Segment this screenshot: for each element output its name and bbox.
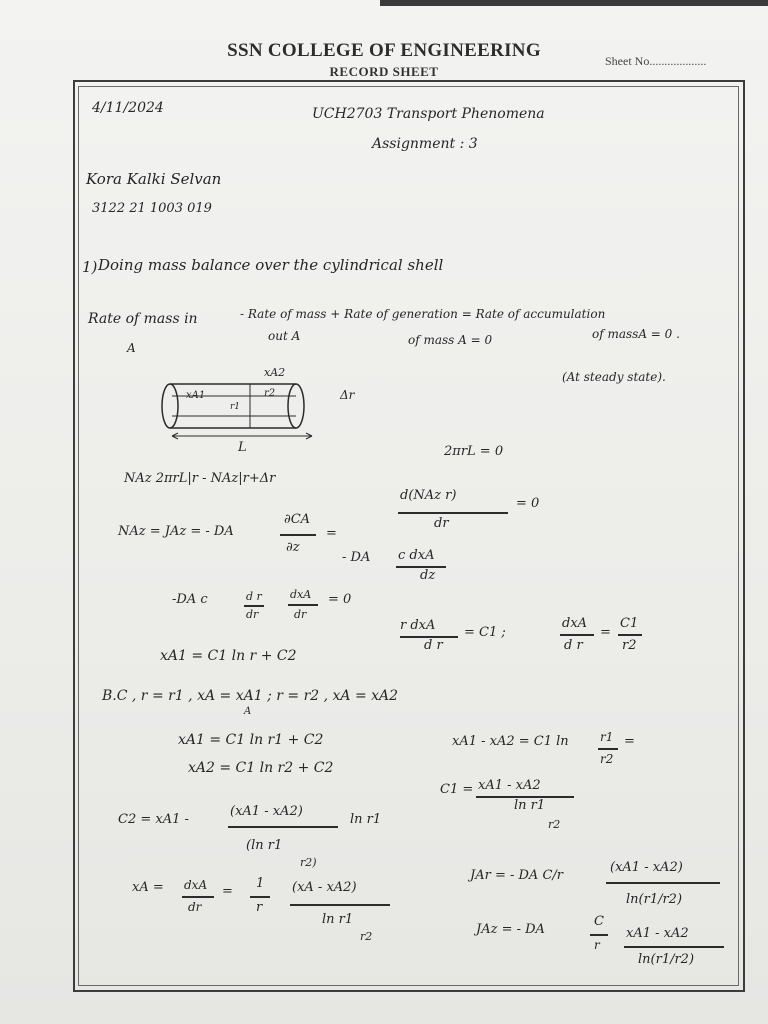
naz-dz2: dz: [420, 568, 436, 583]
naz-rhs: - DA: [342, 550, 371, 565]
register-number: 3122 21 1003 019: [92, 201, 212, 216]
difference-num: r1: [600, 730, 614, 744]
course-title: UCH2703 Transport Phenomena: [312, 106, 545, 122]
dxa-num: dxA: [562, 616, 588, 631]
d2-dr: dr: [294, 608, 307, 621]
xa-r: r: [256, 900, 263, 915]
rate-in: Rate of mass in: [88, 311, 198, 327]
c2-den-sub: r2): [300, 856, 317, 869]
d2-fraction-bar-1: [244, 605, 264, 607]
boundary-subscript: A: [244, 706, 252, 717]
rdx-den: d r: [424, 638, 443, 653]
bc-eq-a: xA1 = C1 ln r1 + C2: [178, 732, 324, 748]
naz-eq2: =: [326, 526, 337, 541]
jar-lhs: JAr = - DA C/r: [470, 868, 563, 883]
d2-lhs: -DA c: [172, 592, 208, 607]
rate-out-subscript: out A: [268, 329, 301, 343]
dxa-den: d r: [564, 638, 583, 653]
difference-fraction-bar: [598, 748, 618, 750]
naz-fraction-bar: [280, 534, 316, 536]
c1r-fraction-bar: [618, 634, 642, 636]
fig-r1-label: r1: [230, 402, 241, 412]
c2-rhs: ln r1: [350, 812, 382, 827]
rate-in-subscript: A: [127, 341, 136, 355]
jaz-den: ln(r1/r2): [638, 952, 695, 967]
xa-den: ln r1: [322, 912, 354, 927]
cylinder-right-end: [288, 384, 304, 428]
question-number: 1): [82, 258, 98, 276]
boundary-conditions: B.C , r = r1 , xA = xA1 ; r = r2 , xA = xA2: [102, 688, 399, 704]
xa-dxa: dxA: [184, 878, 208, 892]
jaz-fraction-bar-1: [590, 934, 608, 936]
xa1-solution: xA1 = C1 ln r + C2: [160, 648, 297, 664]
xa-one: 1: [256, 876, 265, 891]
c1-lhs: C1 =: [440, 782, 474, 797]
sheet-number-field: Sheet No...................: [605, 54, 707, 68]
difference-den: r2: [600, 752, 614, 766]
dxa-eq: =: [600, 625, 611, 640]
difference-eq: xA1 - xA2 = C1 ln: [452, 734, 569, 749]
d2-dxa: dxA: [290, 588, 312, 601]
area-eq: 2πrL = 0: [444, 444, 504, 459]
fig-delta-r: Δr: [340, 388, 355, 402]
c2-num: (xA1 - xA2): [230, 804, 303, 819]
derivative-num: d(NAz r): [400, 488, 457, 503]
scan-edge: [380, 0, 768, 6]
derivative-den: dr: [434, 516, 449, 531]
balance-eq: NAz 2πrL|r - NAz|r+Δr: [124, 471, 276, 486]
jaz-r: r: [594, 938, 600, 952]
xa-den-sub: r2: [360, 930, 373, 943]
c2-lhs: C2 = xA1 -: [118, 812, 189, 827]
d2-dr-den: dr: [246, 608, 259, 621]
date: 4/11/2024: [92, 100, 164, 116]
bc-eq-b: xA2 = C1 ln r2 + C2: [188, 760, 334, 776]
derivative-fraction-bar: [398, 512, 508, 514]
c2-den: (ln r1: [246, 838, 283, 853]
jaz-num: xA1 - xA2: [626, 926, 689, 941]
generation-zero: of mass A = 0: [408, 333, 493, 347]
naz-eq: NAz = JAz = - DA: [118, 524, 234, 539]
rate-out-line: - Rate of mass + Rate of generation = Rate of accumulation: [240, 307, 606, 321]
intro-line: Doing mass balance over the cylindrical shell: [98, 256, 444, 274]
d2-eq: = 0: [328, 592, 352, 607]
xa-lhs: xA =: [132, 880, 164, 895]
jaz-c: C: [594, 914, 604, 929]
steady-state-note: (At steady state).: [562, 370, 666, 384]
c1-den-sub: r2: [548, 818, 561, 831]
xa-eq: =: [222, 884, 233, 899]
c1r-den: r2: [622, 638, 637, 653]
naz-dca: ∂CA: [284, 512, 311, 527]
assignment-number: Assignment : 3: [372, 136, 478, 152]
d2-dr-num: d r: [246, 590, 262, 603]
derivative-eq: = 0: [516, 496, 540, 511]
jar-fraction-bar: [606, 882, 720, 884]
jar-den: ln(r1/r2): [626, 892, 683, 907]
jaz-lhs: JAz = - DA: [476, 922, 545, 937]
cylinder-left-end: [162, 384, 178, 428]
rdx-eq: = C1 ;: [464, 625, 506, 640]
c1-num: xA1 - xA2: [478, 778, 541, 793]
naz-dz: ∂z: [286, 540, 300, 555]
fig-length-label: L: [238, 440, 247, 455]
xa-fraction-bar-3: [290, 904, 390, 906]
xa-fraction-bar-1: [182, 896, 214, 898]
xa-dr: dr: [188, 900, 202, 914]
student-name: Kora Kalki Selvan: [86, 170, 222, 188]
dxa-fraction-bar: [560, 634, 594, 636]
c2-fraction-bar: [228, 826, 338, 828]
record-sheet-title: RECORD SHEET: [329, 64, 439, 79]
jaz-fraction-bar-2: [624, 946, 724, 948]
c1r-num: C1: [620, 616, 639, 631]
c1-den: ln r1: [514, 798, 546, 813]
fig-xa2-label: xA2: [264, 366, 286, 379]
xa-num: (xA - xA2): [292, 880, 357, 895]
d2-fraction-bar-2: [288, 604, 318, 606]
rdx-num: r dxA: [400, 618, 436, 633]
college-name: SSN COLLEGE OF ENGINEERING: [227, 40, 541, 61]
accumulation-zero: of massA = 0 .: [592, 327, 680, 341]
fig-r2-label: r2: [264, 388, 276, 399]
xa-fraction-bar-2: [250, 896, 270, 898]
naz-cdxa: c dxA: [398, 548, 435, 563]
fig-xa1-label: xA1: [186, 390, 206, 401]
difference-end: =: [624, 734, 635, 749]
jar-num: (xA1 - xA2): [610, 860, 683, 875]
